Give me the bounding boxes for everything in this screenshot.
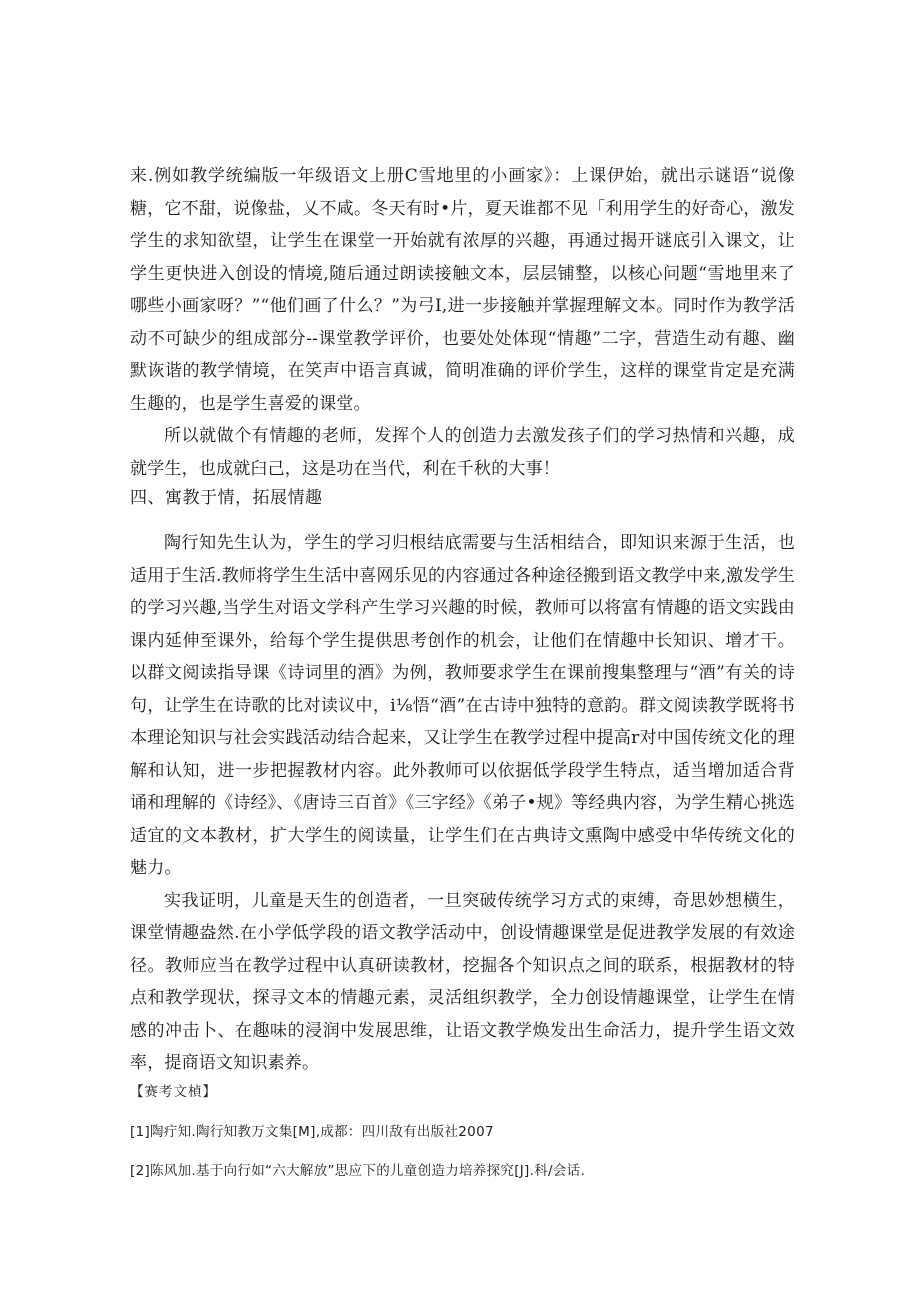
reference-item-2: [2]陈风加.基于向行如“六大解放”思应下的儿童创造力培养探究[J].科/会话. (130, 1163, 586, 1179)
paragraph-3: 陶行知先生认为，学生的学习归根结底需要与生活相结合，即知识来源于生活，也适用于生活.教师将学生生活中喜网乐见的内容通过各种途径搬到语文教学中来,激发学生的学习兴趣,当学生对语文学科产生学习兴趣的时候，教师可以将富有情趣的语文实践由课内延伸至课外，给每个学生提供思考创作的机会，让他们在情趣中长知识、增才干。以群文阅读指导课《诗词里的酒》为例，教师要求学生在课前搜集整理与“酒”有关的诗句，让学生在诗歌的比对读议中，i⅛悟“酒”在古诗中独特的意韵。群文阅读教学既将书本理论知识与社会实践活动结合起来，又让学生在教学过程中提高r对中国传统文化的理解和认知，进一步把握教材内容。此外教师可以依据低学段学生特点，适当增加适合背诵和理解的《诗经》、《唐诗三百首》《三字经》《弟子•规》等经典内容，为学生精心挑选适宜的文本教材，扩大学生的阅读量，让学生们在古典诗文熏陶中感受中华传统文化的魅力。 (130, 533, 795, 878)
references-section (130, 1080, 810, 1179)
paragraph-2: 所以就做个有情趣的老师，发挥个人的创造力去激发孩子们的学习热情和兴趣，成就学生，也成就臼己，这是功在当代，利在千秋的大事！ (130, 426, 795, 479)
reference-item-1: [1]陶疔知.陶行知教万文集[M],成都：四川敌有出版社2007 (130, 1124, 494, 1140)
references-title: 【赛考文楨】 (130, 1084, 217, 1100)
paragraph-1: 来.例如教学统编版一年级语文上册C雪地里的小画家》：上课伊始，就出示谜语“说像糖，它不甜，说像盐，乂不咸。冬天有时•片，夏天谁都不见「利用学生的好奇心，激发学生的求知欲望，让学生在课堂一开始就有浓厚的兴趣，再通过揭开谜底引入课文，让学生更快进入创设的情境,随后通过朗读接触文本，层层铺整，以核心问题“雪地里来了哪些小画家呀？”“他们画了什么？”为弓I,进一步接触并掌握理解文本。同时作为教学活动不可缺少的组成部分--课堂教学评价，也要处处体现“情趣”二字，营造生动有趣、幽默诙谐的教学情境，在笑声中语言真诚，简明准确的评价学生，这样的课堂肯定是充满生趣的，也是学生喜爱的课堂。 (130, 166, 795, 414)
paragraph-4: 实我证明，儿童是天生的创造者，一旦突破传统学习方式的束缚，奇思妙想横生，课堂情趣盎然.在小学低学段的语文教学活动中，创设情趣课堂是促进教学发展的有效途径。教师应当在教学过程中认真研读教材，挖掘各个知识点之间的联系，根据教材的特点和教学现状，探寻文本的情趣元素，灵活组织教学，全力创设情趣课堂，让学生在情感的冲击卜、在趣味的浸润中发展思维，让语文教学焕发出生命活力，提升学生语文效率，提商语文知识素养。 (130, 890, 795, 1073)
body-section-2 (130, 527, 795, 1080)
section-heading: 四、寓教于情，拓展情趣 (130, 488, 323, 508)
body-section-1 (130, 160, 795, 485)
